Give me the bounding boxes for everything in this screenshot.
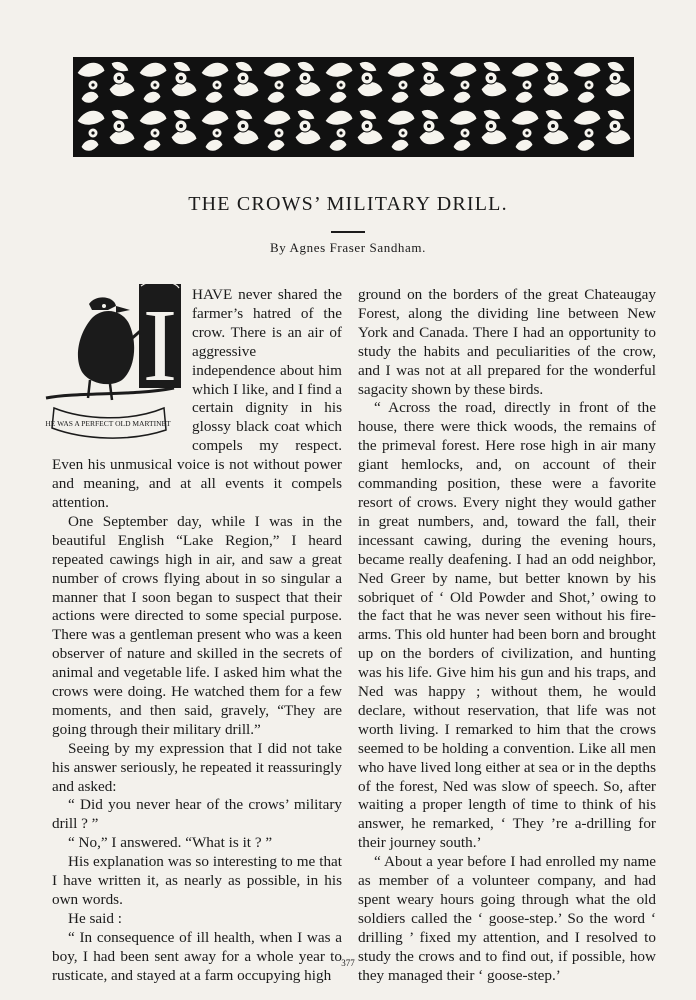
title-rule (331, 231, 365, 233)
page-number: 377 (341, 958, 355, 968)
crow-dropcap-illustration (34, 280, 184, 450)
paragraph: “ Did you never hear of the crows’ military drill ? ” (52, 796, 342, 833)
paragraph: His explanation was so interesting to me that I have written it, as nearly as possible, in his own words. (52, 853, 342, 908)
byline: By Agnes Fraser Sandham. (270, 240, 426, 255)
paragraph: “ In consequence of ill health, when I was a boy, I had been sent away for a whole year to rusticate, and stayed at a farm occupying high (52, 928, 342, 984)
dropcap-letter: I (142, 288, 178, 403)
paragraph: ground on the borders of the great Chateaugay Forest, along the dividing line between New York and Canada. There I had an opportunity to study the habits and peculiarities of the crow, and I was not at all prepared for the wonderful sagacity shown by these birds. (358, 286, 656, 398)
paragraph: “ Across the road, directly in front of the house, there were thick woods, the remains of the primeval forest. Here rose high in air many giant hemlocks, and, on account of their commanding position, these were a favorite resort of crows. Every night they would gather in great numbers, and, toward the fall, their incessant cawing, during the evening hours, became really deafening. I had an odd neighbor, Ned Greer by name, but better known by his sobriquet of ‘ Old Powder and Shot,’ owing to the fact that he was never seen without his fire-arms. This old hunter had been born and brought up on the borders of civilization, and hunting was his life. Give him his gun and his traps, and Ned was happy ; without them, he would declare, without reservation, that life was not worth living. I remarked to him that the crows seemed to be holding a convention. Like all men who have lived long either at sea or in the depths of the forest, Ned was slow of speech. So, after waiting a proper length of time to think of his answer, he remarked, ‘ They ’re a-drilling for their journey south.’ (358, 399, 656, 852)
article-title: THE CROWS’ MILITARY DRILL. (188, 193, 508, 215)
paragraph: Seeing by my expression that I did not take his answer seriously, he repeated it reassuringly and asked: (52, 739, 342, 795)
floral-banner (73, 57, 634, 157)
paragraph: One September day, while I was in the beautiful English “Lake Region,” I heard repeated cawings high in air, and saw a great number of crows flying about in so singular a manner that I soon began to suspect that their actions were directed to some special purpose. There was a gentleman present who was a keen observer of nature and skilled in the secrets of animal and vegetable life. I asked him what the crows were doing. He watched them for a few moments, and then said, gravely, “They are going through their military drill.” (52, 512, 342, 738)
paragraph: He said : (68, 909, 122, 927)
paragraph: HAVE never shared the farmer’s hatred of the crow. There is an air of aggressive independence about him which I like, and I find a certain dignity in his glossy black coat which compels my respect. Even his unmusical voice is not without power and meaning, and at all events it compels attention. (52, 286, 342, 511)
left-column (45, 286, 342, 986)
paragraph: “ About a year before I had enrolled my name as member of a volunteer company, and had spent weary hours going through what the old soldiers called the ‘ goose-step.’ So the word ‘ drilling ’ fixed my attention, and I resolved to study the crows and to find out, if possible, how they managed their ‘ goose-step.’ (358, 853, 656, 984)
dropcap-caption: HE WAS A PERFECT OLD MARTINET (45, 419, 171, 428)
paragraph: “ No,” I answered. “What is it ? ” (68, 834, 273, 852)
right-column (358, 286, 656, 986)
